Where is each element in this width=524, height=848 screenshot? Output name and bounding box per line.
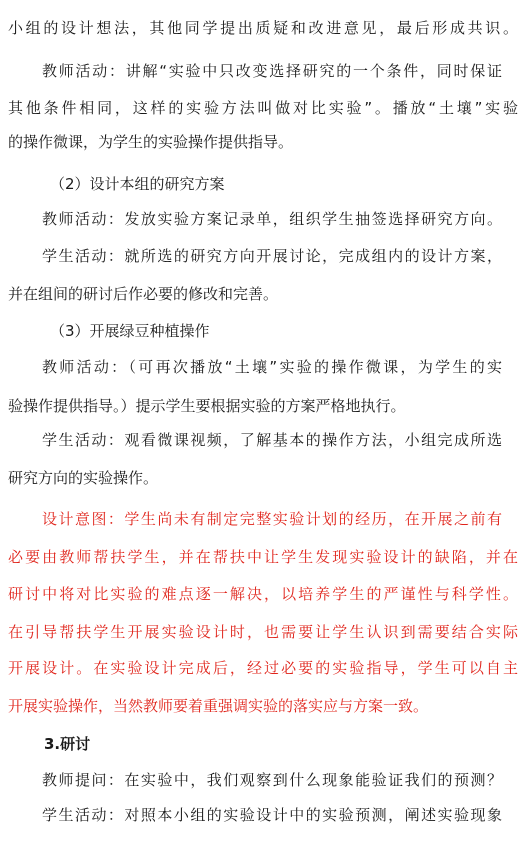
paragraph-line: 教师活动：发放实验方案记录单，组织学生抽签选择研究方向。: [42, 210, 502, 228]
design-intent-line: 在引导帮扶学生开展实验设计时，也需要让学生认识到需要结合实际: [8, 623, 518, 641]
paragraph-line: 其他条件相同，这样的实验方法叫做对比实验”。播放“土壤”实验: [8, 99, 518, 117]
paragraph-line: 研究方向的实验操作。: [8, 469, 159, 487]
paragraph-line: 学生活动：就所选的研究方向开展讨论，完成组内的设计方案，: [42, 247, 502, 265]
paragraph-line: 的操作微课，为学生的实验操作提供指导。: [8, 133, 294, 151]
paragraph-line: 学生活动：对照本小组的实验设计中的实验预测，阐述实验现象: [42, 806, 502, 824]
paragraph-line: 验操作提供指导。）提示学生要根据实验的方案严格地执行。: [8, 397, 406, 415]
paragraph-line: 教师活动：讲解“实验中只改变选择研究的一个条件，同时保证: [42, 62, 502, 80]
paragraph-line: 小组的设计想法，其他同学提出质疑和改进意见，最后形成共识。: [8, 19, 518, 37]
design-intent-line: 开展设计。在实验设计完成后，经过必要的实验指导，学生可以自主: [8, 659, 518, 677]
design-intent-line: 开展实验操作，当然教师要着重强调实验的落实应与方案一致。: [8, 697, 429, 715]
design-intent-line: 必要由教师帮扶学生，并在帮扶中让学生发现实验设计的缺陷，并在: [8, 548, 518, 566]
paragraph-line: 教师提问：在实验中，我们观察到什么现象能验证我们的预测？: [42, 771, 502, 789]
design-intent-line: 设计意图：学生尚未有制定完整实验计划的经历，在开展之前有: [42, 510, 502, 528]
paragraph-line: 并在组间的研讨后作必要的修改和完善。: [8, 285, 279, 303]
paragraph-line: 学生活动：观看微课视频，了解基本的操作方法，小组完成所选: [42, 431, 502, 449]
paragraph-line: 教师活动：（可再次播放“土壤”实验的操作微课，为学生的实: [42, 358, 502, 376]
design-intent-line: 研讨中将对比实验的难点逐一解决，以培养学生的严谨性与科学性。: [8, 585, 518, 603]
section-heading: （3）开展绿豆种植操作: [50, 322, 210, 340]
section-heading: 3.研讨: [44, 735, 91, 753]
section-heading: （2）设计本组的研究方案: [50, 175, 225, 193]
